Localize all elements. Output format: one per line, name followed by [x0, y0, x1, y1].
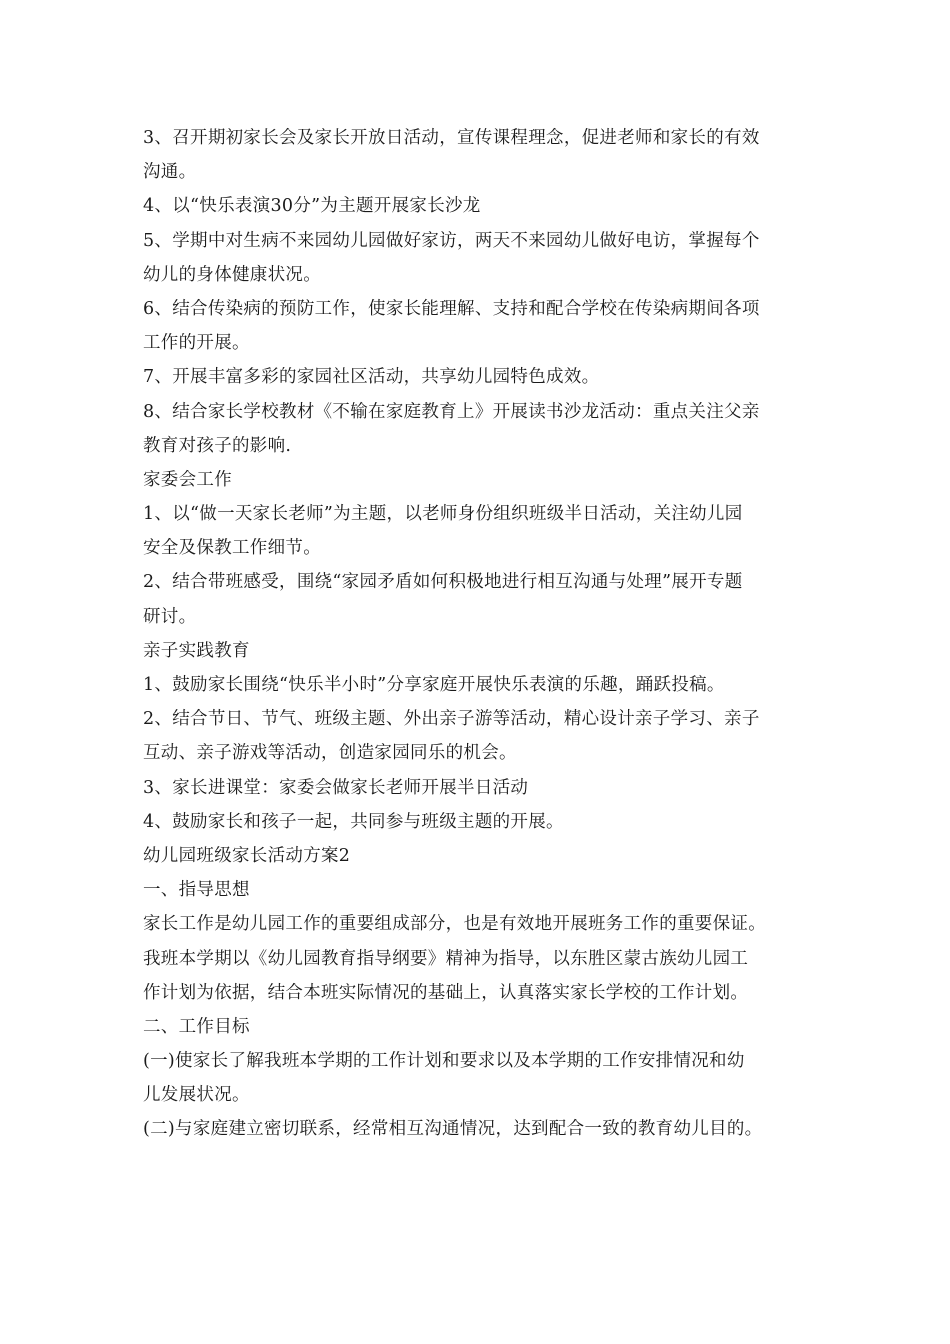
text-line: 5、学期中对生病不来园幼儿园做好家访，两天不来园幼儿做好电访，掌握每个: [143, 230, 760, 251]
text-line: 互动、亲子游戏等活动，创造家园同乐的机会。: [143, 743, 517, 764]
text-line: 安全及保教工作细节。: [143, 538, 321, 559]
text-line: 1、以“做一天家长老师”为主题，以老师身份组织班级半日活动，关注幼儿园: [143, 504, 743, 525]
text-line: 8、结合家长学校教材《不输在家庭教育上》开展读书沙龙活动：重点关注父亲: [143, 401, 760, 422]
text-line: 3、家长进课堂：家委会做家长老师开展半日活动: [143, 777, 529, 798]
section-heading: 一、指导思想: [143, 880, 250, 901]
document-body: [143, 121, 823, 1147]
text-line: 工作的开展。: [143, 333, 250, 354]
text-line: (二)与家庭建立密切联系，经常相互沟通情况，达到配合一致的教育幼儿目的。: [143, 1119, 763, 1140]
text-line: 作计划为依据，结合本班实际情况的基础上，认真落实家长学校的工作计划。: [143, 982, 749, 1003]
text-line: 4、以“快乐表演30分”为主题开展家长沙龙: [143, 196, 481, 217]
text-line: 研讨。: [143, 606, 197, 627]
text-line: 2、结合节日、节气、班级主题、外出亲子游等活动，精心设计亲子学习、亲子: [143, 709, 760, 730]
section-heading: 二、工作目标: [143, 1016, 250, 1037]
text-line: 7、开展丰富多彩的家园社区活动，共享幼儿园特色成效。: [143, 367, 600, 388]
text-line: 教育对孩子的影响.: [143, 435, 292, 456]
text-line: 6、结合传染病的预防工作，使家长能理解、支持和配合学校在传染病期间各项: [143, 298, 760, 319]
section-heading: 亲子实践教育: [143, 640, 250, 661]
document-title: 幼儿园班级家长活动方案2: [143, 845, 351, 866]
text-line: 沟通。: [143, 162, 197, 183]
text-line: 儿发展状况。: [143, 1085, 250, 1106]
text-line: (一)使家长了解我班本学期的工作计划和要求以及本学期的工作安排情况和幼: [143, 1051, 745, 1072]
text-line: 1、鼓励家长围绕“快乐半小时”分享家庭开展快乐表演的乐趣，踊跃投稿。: [143, 675, 725, 695]
text-line: 我班本学期以《幼儿园教育指导纲要》精神为指导，以东胜区蒙古族幼儿园工: [143, 948, 749, 969]
text-line: 4、鼓励家长和孩子一起，共同参与班级主题的开展。: [143, 811, 564, 832]
text-line: 3、召开期初家长会及家长开放日活动，宣传课程理念，促进老师和家长的有效: [143, 128, 760, 148]
section-heading: 家委会工作: [143, 469, 232, 490]
text-line: 幼儿的身体健康状况。: [143, 264, 321, 285]
text-line: 2、结合带班感受，围绕“家园矛盾如何积极地进行相互沟通与处理”展开专题: [143, 572, 743, 593]
text-line: 家长工作是幼儿园工作的重要组成部分，也是有效地开展班务工作的重要保证。: [143, 914, 766, 935]
